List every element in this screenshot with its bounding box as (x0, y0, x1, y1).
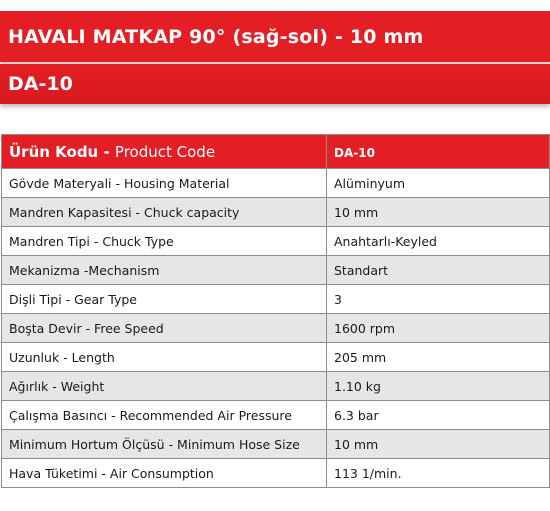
table-row (2, 430, 550, 459)
spec-value: Standart (327, 256, 550, 285)
spec-table (1, 134, 550, 488)
table-row (2, 198, 550, 227)
spec-label: Ağırlık - Weight (2, 372, 327, 401)
spec-value: 6.3 bar (327, 401, 550, 430)
table-row (2, 372, 550, 401)
spec-value: 3 (327, 285, 550, 314)
product-code-label-tr: Ürün Kodu - (9, 143, 115, 161)
spec-value: 10 mm (327, 430, 550, 459)
model-banner (0, 64, 550, 104)
table-row (2, 285, 550, 314)
spec-label: Dişli Tipi - Gear Type (2, 285, 327, 314)
spec-label: Mandren Kapasitesi - Chuck capacity (2, 198, 327, 227)
spec-table-header-row (2, 135, 550, 169)
table-row (2, 314, 550, 343)
product-code-label (2, 135, 327, 169)
spec-label: Minimum Hortum Ölçüsü - Minimum Hose Size (2, 430, 327, 459)
product-code-value: DA-10 (327, 135, 550, 169)
spec-value: 10 mm (327, 198, 550, 227)
table-row (2, 343, 550, 372)
table-row (2, 401, 550, 430)
product-code-label-en: Product Code (114, 143, 216, 161)
table-row (2, 227, 550, 256)
spec-label: Boşta Devir - Free Speed (2, 314, 327, 343)
table-row (2, 459, 550, 488)
table-row (2, 169, 550, 198)
spec-label: Hava Tüketimi - Air Consumption (2, 459, 327, 488)
spec-label: Gövde Materyali - Housing Material (2, 169, 327, 198)
spec-value: 1.10 kg (327, 372, 550, 401)
model-code: DA-10 (8, 73, 73, 95)
spec-value: Anahtarlı-Keyled (327, 227, 550, 256)
table-row (2, 256, 550, 285)
spec-value: Alüminyum (327, 169, 550, 198)
spec-label: Çalışma Basıncı - Recommended Air Pressure (2, 401, 327, 430)
spec-label: Mandren Tipi - Chuck Type (2, 227, 327, 256)
product-title-banner (0, 11, 550, 62)
spec-label: Mekanizma -Mechanism (2, 256, 327, 285)
product-title: HAVALI MATKAP 90° (sağ-sol) - 10 mm (8, 25, 424, 48)
spec-value: 205 mm (327, 343, 550, 372)
spec-value: 1600 rpm (327, 314, 550, 343)
spec-label: Uzunluk - Length (2, 343, 327, 372)
spec-value: 113 1/min. (327, 459, 550, 488)
